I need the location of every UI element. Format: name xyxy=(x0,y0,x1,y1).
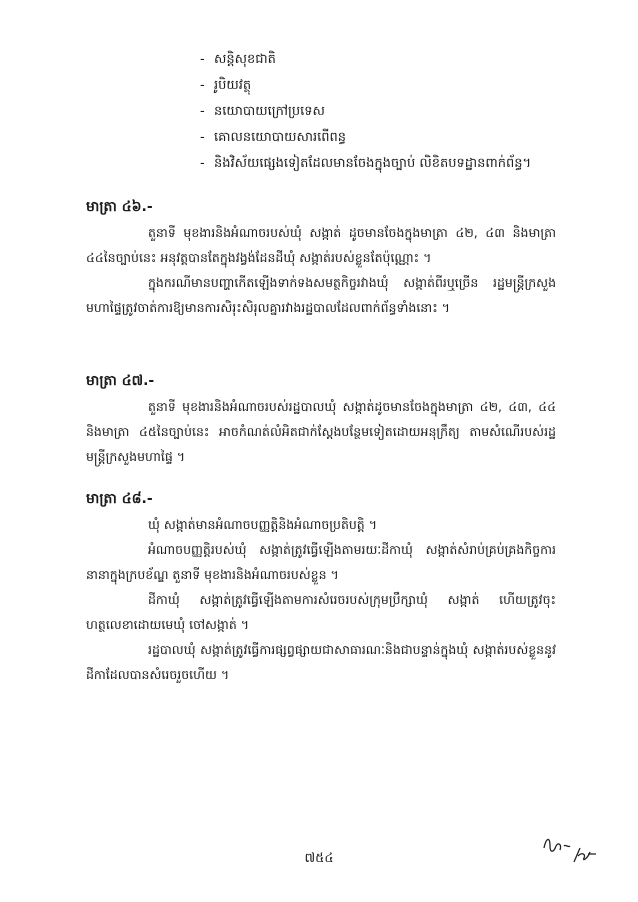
article-paragraph: តួនាទី មុខងារនិងអំណាចរបស់រដ្ឋបាលឃុំ សង្កាត់ដូចមានចែងក្នុងមាត្រា ៤២, ៤៣, ៤៤ និងមាត្រា ៤៥នៃច្បាប់នេះ អាចកំណត់លំអិតជាក់ស្តែងបន្ថែមទៀតដោយអនុក្រឹត្យ តាមសំណើរបស់រដ្ឋមន្ត្រីក្រសួងមហាផ្ទៃ ។ xyxy=(86,399,556,464)
bullet-text: នយោបាយក្រៅប្រទេស xyxy=(214,104,325,119)
bullet-item xyxy=(200,156,600,182)
article-paragraph: ឃុំ សង្កាត់មានអំណាចបញ្ញត្តិនិងអំណាចប្រតិបត្តិ ។ xyxy=(148,517,377,532)
bullet-text: គោលនយោបាយសារពើពន្ធ xyxy=(214,130,347,145)
article-47 xyxy=(86,372,556,469)
article-paragraph: ដីកាឃុំ សង្កាត់ត្រូវធ្វើឡើងតាមការសំរេចរបស់ក្រុមប្រឹក្សាឃុំ សង្កាត់ ហើយត្រូវចុះហត្ថលេខាដោយមេឃុំ ចៅសង្កាត់ ។ xyxy=(86,592,556,632)
bullet-marker: - xyxy=(200,104,205,119)
bullet-text: រូបិយវត្ថុ xyxy=(214,78,252,93)
article-48 xyxy=(86,490,556,687)
bullet-marker: - xyxy=(200,156,205,171)
article-paragraph: ក្នុងករណីមានបញ្ហាកើតឡើងទាក់ទងសមត្ថកិច្ចរវាងឃុំ សង្កាត់ពីរឬច្រើន រដ្ឋមន្ត្រីក្រសួងមហាផ្ទៃត្រូវចាត់ការឱ្យមានការសិរុះសិរុលគ្នារវាងរដ្ឋបាលដែលពាក់ព័ន្ធទាំងនោះ ។ xyxy=(86,275,556,315)
bullet-item xyxy=(200,78,600,104)
article-46 xyxy=(86,198,556,320)
article-title: មាត្រា ៤៨.- xyxy=(86,491,153,507)
article-title: មាត្រា ៤៦.- xyxy=(86,199,153,215)
article-paragraph: អំណាចបញ្ញត្តិរបស់ឃុំ សង្កាត់ត្រូវធ្វើឡើងតាមរយៈដីកាឃុំ សង្កាត់សំរាប់គ្រប់គ្រងកិច្ចការនានាក្នុងក្របខ័ណ្ឌ តួនាទី មុខងារនិងអំណាចរបស់ខ្លួន ។ xyxy=(86,542,556,582)
article-paragraph: រដ្ឋបាលឃុំ សង្កាត់ត្រូវធ្វើការផ្សព្វផ្សាយជាសាធារណៈនិងជាបន្ទាន់ក្នុងឃុំ សង្កាត់របស់ខ្លួននូវដីកាដែលបានសំរេចរួចហើយ ។ xyxy=(86,642,556,682)
bullet-marker: - xyxy=(200,130,205,145)
page-number: ៧៥៤ xyxy=(304,851,334,866)
bullet-item xyxy=(200,130,600,156)
bullet-item xyxy=(200,104,600,130)
bullet-item xyxy=(200,52,600,78)
bullet-marker: - xyxy=(200,78,205,93)
bullet-marker: - xyxy=(200,52,205,67)
bullet-text: សន្តិសុខជាតិ xyxy=(214,52,276,67)
article-title: មាត្រា ៤៧.- xyxy=(86,373,155,389)
article-paragraph: តួនាទី មុខងារនិងអំណាចរបស់ឃុំ សង្កាត់ ដូចមានចែងក្នុងមាត្រា ៤២, ៤៣ និងមាត្រា ៤៤នៃច្បាប់នេះ អនុវត្តបានតែក្នុងវង្វង់ដែនដីឃុំ សង្កាត់របស់ខ្លួនតែប៉ុណ្ណោះ ។ xyxy=(86,225,556,265)
bullet-text: និងវិស័យផ្សេងទៀតដែលមានចែងក្នុងច្បាប់ លិខិតបទដ្ឋានពាក់ព័ន្ធ។ xyxy=(214,156,532,171)
bullet-list xyxy=(200,52,600,182)
